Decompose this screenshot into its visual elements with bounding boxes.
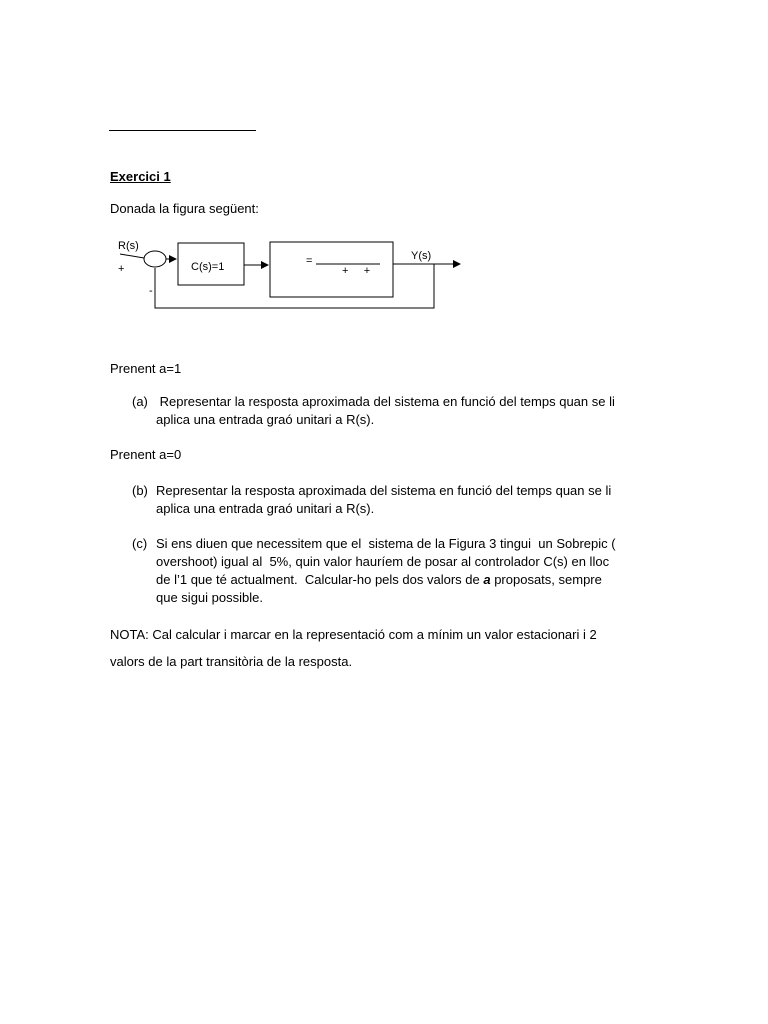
input-label: R(s) [118,240,139,252]
case1-label: Prenent a=1 [110,361,182,376]
item-a-marker: (a) [132,394,148,409]
item-c-line-3-end: proposats, sempre [490,572,602,587]
input-arrow [120,254,144,258]
note-block [110,626,597,680]
item-c-line-3-start: de l’1 que té actualment. Calcular-ho pels dos valors de [156,572,484,587]
item-c-line-4: que sigui possible. [156,590,263,605]
item-c-line-2: overshoot) igual al 5%, quin valor hauríem de posar al controlador C(s) en lloc [156,554,610,569]
minus-sign: - [149,285,153,297]
item-c-line-3 [156,571,676,589]
output-label: Y(s) [411,250,432,262]
item-c-marker: (c) [132,536,148,551]
plant-denominator: + + [342,265,371,277]
item-b-line-1: Representar la resposta aproximada del sistema en funció del temps quan se li [156,483,612,498]
item-b-line-2: aplica una entrada graó unitari a R(s). [156,501,375,516]
summing-junction [144,251,166,267]
item-c-line-1: Si ens diuen que necessitem que el sistema de la Figura 3 tingui un Sobrepic ( [156,536,616,551]
exercise-intro: Donada la figura següent: [110,201,259,216]
controller-label: C(s)=1 [191,261,225,273]
block-diagram [108,232,478,322]
header-rule [109,130,256,131]
plant-block [270,242,393,297]
item-a-line-2: aplica una entrada graó unitari a R(s). [156,412,375,427]
plus-sign: + [118,263,125,275]
case2-label: Prenent a=0 [110,447,182,462]
item-a-line-1: Representar la resposta aproximada del sistema en funció del temps quan se li [156,394,615,409]
note-line-1: NOTA: Cal calcular i marcar en la representació com a mínim un valor estacionari i 2 [110,627,597,642]
exercise-title: Exercici 1 [110,169,171,184]
item-b-marker: (b) [132,483,148,498]
plant-equals: = [306,255,313,267]
item-c-variable-a: a [483,572,491,587]
note-line-2: valors de la part transitòria de la resposta. [110,654,353,669]
